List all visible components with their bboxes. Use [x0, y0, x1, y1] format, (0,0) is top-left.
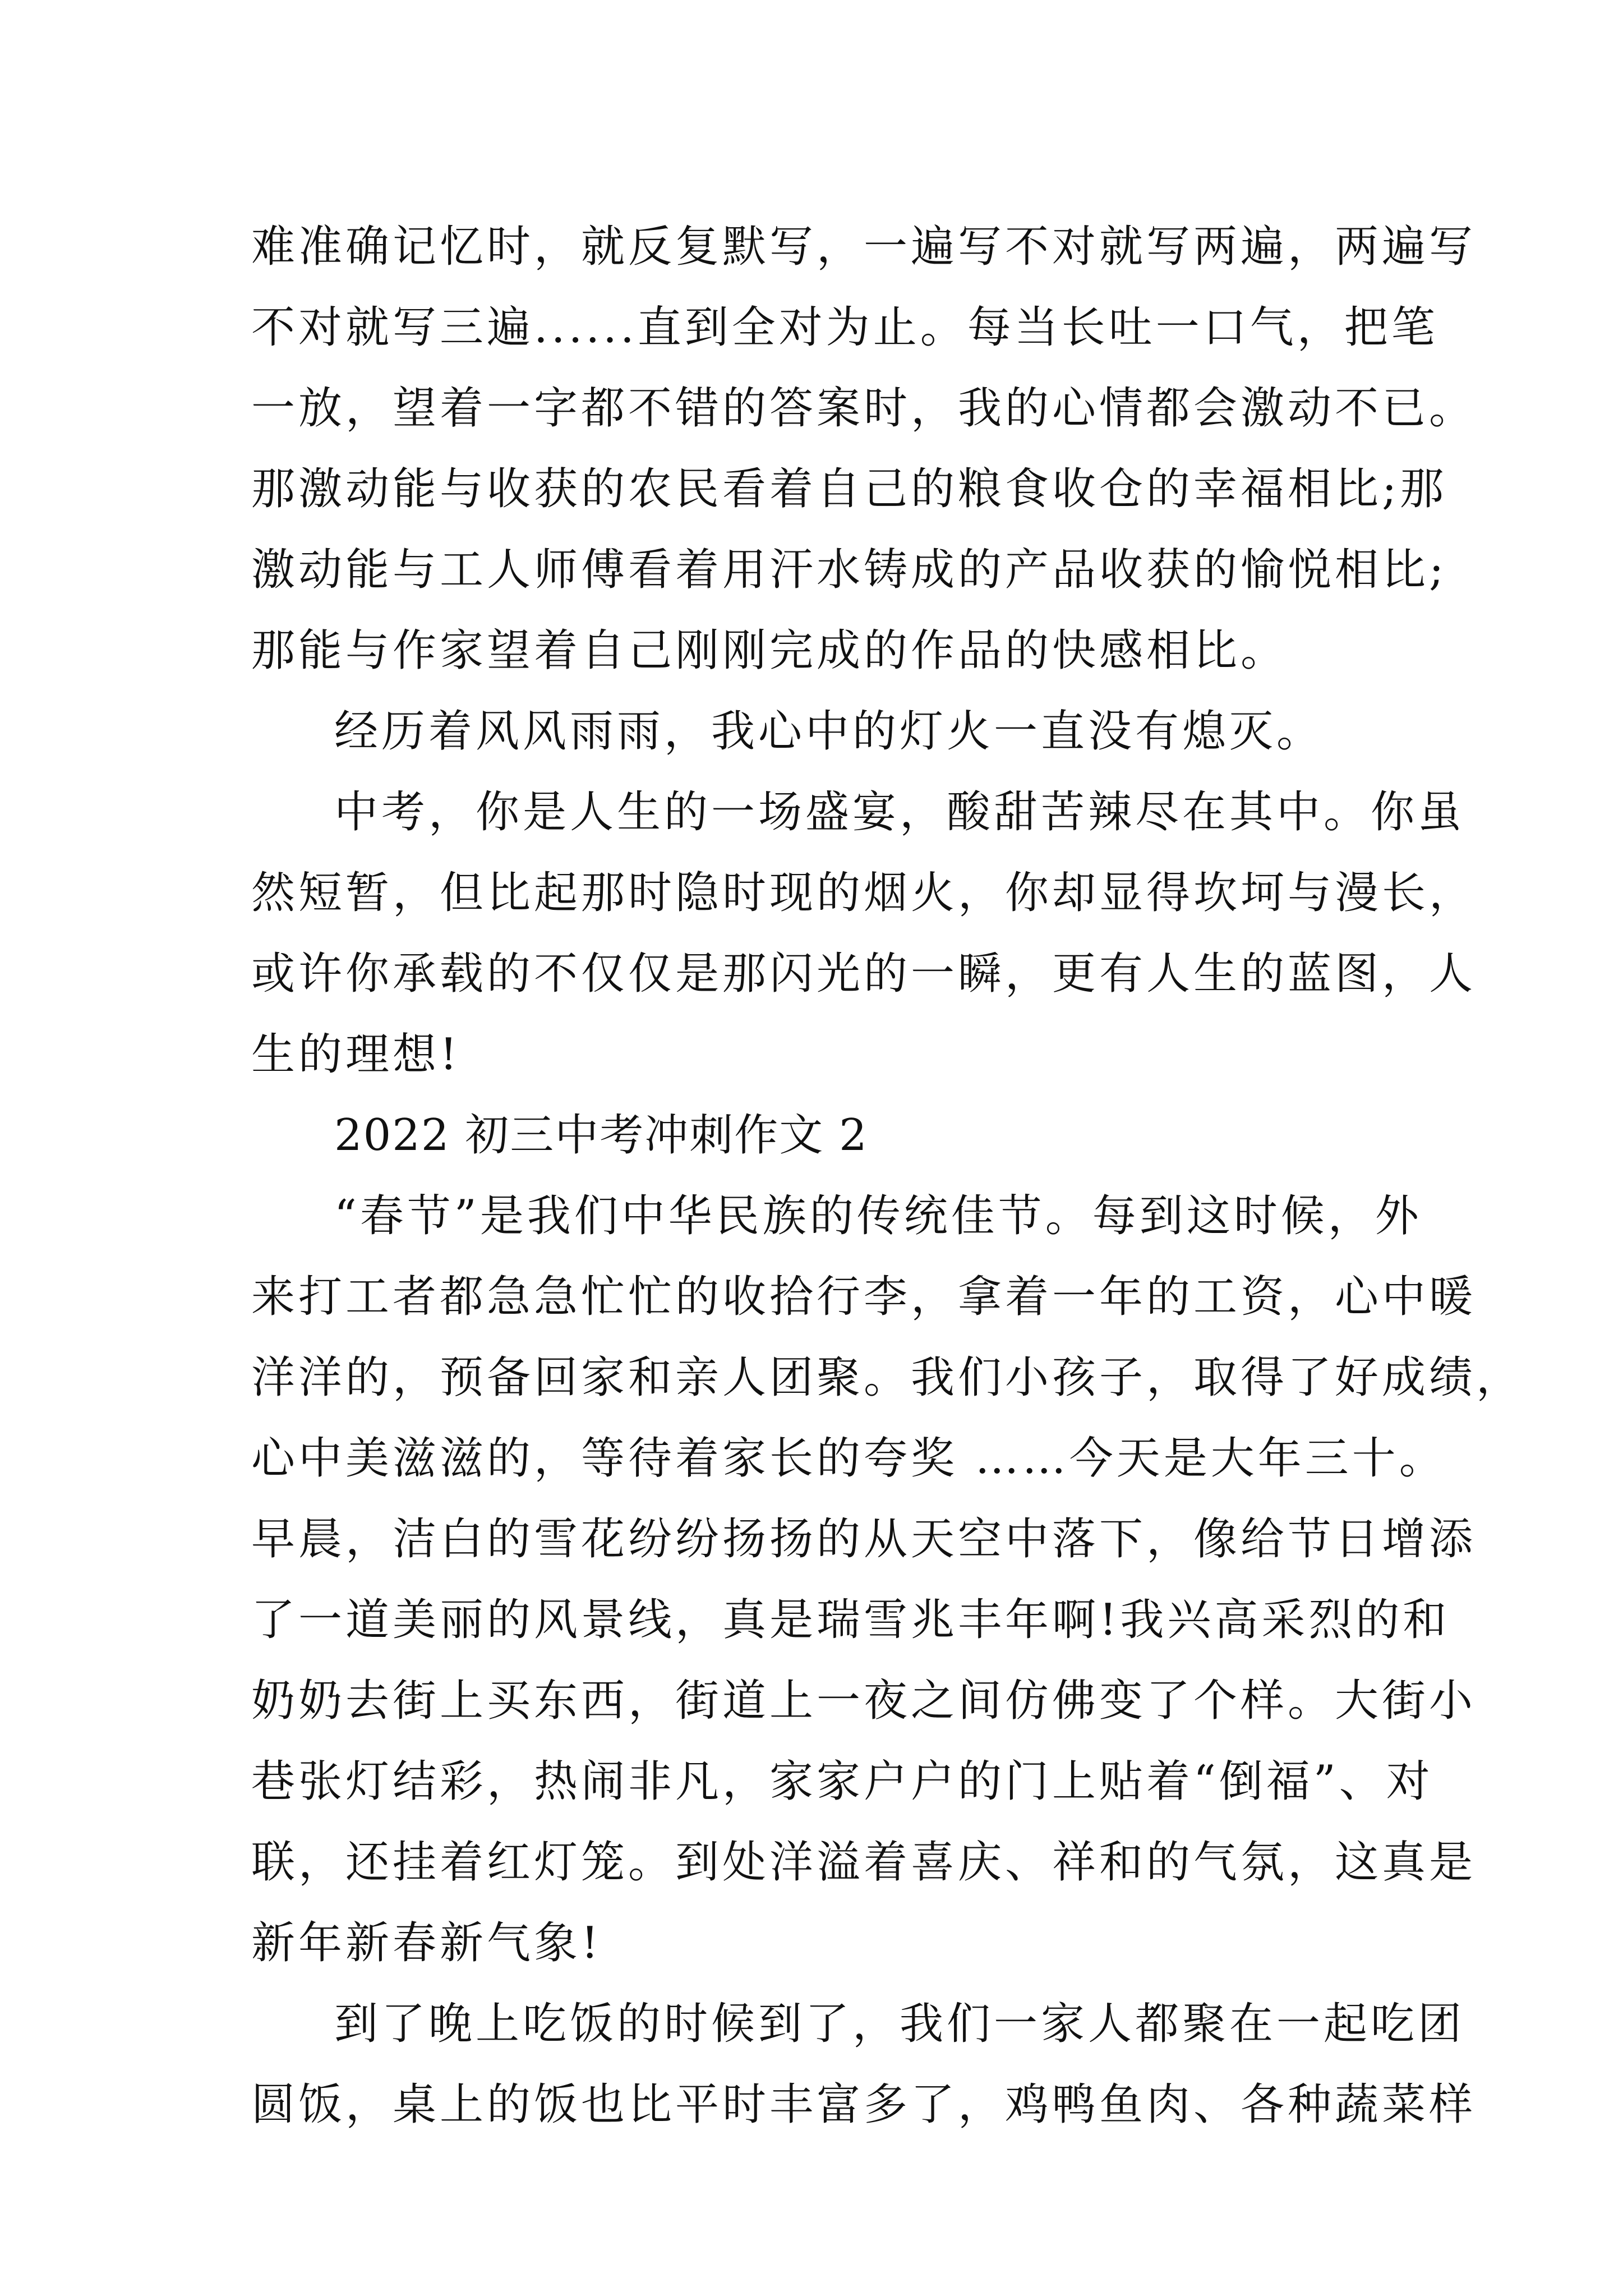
paragraph-start-line: 中考，你是人生的一场盛宴，酸甜苦辣尽在其中。你虽 — [334, 787, 1465, 838]
text-line: 早晨，洁白的雪花纷纷扬扬的从天空中落下，像给节日增添 — [251, 1514, 1477, 1565]
text-line: 新年新春新气象! — [251, 1918, 602, 1968]
text-line: 联，还挂着红灯笼。到处洋溢着喜庆、祥和的气氛，这真是 — [251, 1837, 1477, 1888]
text-line: 激动能与工人师傅看着用汗水铸成的产品收获的愉悦相比; — [251, 545, 1447, 595]
text-line: 一放，望着一字都不错的答案时，我的心情都会激动不已。 — [251, 383, 1477, 434]
text-line: 那激动能与收获的农民看着自己的粮食收仓的幸福相比;那 — [251, 464, 1447, 514]
text-line: 圆饭，桌上的饭也比平时丰富多了，鸡鸭鱼肉、各种蔬菜样 — [251, 2079, 1477, 2130]
text-line: 难准确记忆时，就反复默写，一遍写不对就写两遍，两遍写 — [251, 222, 1477, 272]
text-line: 洋洋的，预备回家和亲人团聚。我们小孩子，取得了好成绩， — [251, 1352, 1524, 1403]
paragraph-start-line: “春节”是我们中华民族的传统佳节。每到这时候，外 — [334, 1191, 1422, 1241]
text-line: 了一道美丽的风景线，真是瑞雪兆丰年啊!我兴高采烈的和 — [251, 1595, 1450, 1645]
text-line: 那能与作家望着自己刚刚完成的作品的快感相比。 — [251, 625, 1288, 676]
text-line: 奶奶去街上买东西，街道上一夜之间仿佛变了个样。大街小 — [251, 1676, 1477, 1726]
text-line: 生的理想! — [251, 1029, 461, 1080]
text-line: 心中美滋滋的，等待着家长的夸奖 ……今天是大年三十。 — [251, 1433, 1446, 1484]
paragraph-start-line: 经历着风风雨雨，我心中的灯火一直没有熄灭。 — [334, 706, 1324, 757]
text-line: 然短暂，但比起那时隐时现的烟火，你却显得坎坷与漫长， — [251, 868, 1477, 918]
text-line: 或许你承载的不仅仅是那闪光的一瞬，更有人生的蓝图，人 — [251, 949, 1477, 999]
text-line: 巷张灯结彩，热闹非凡，家家户户的门上贴着“倒福”、对 — [251, 1756, 1433, 1807]
section-heading: 2022 初三中考冲刺作文 2 — [334, 1110, 868, 1161]
text-line: 不对就写三遍......直到全对为止。每当长吐一口气，把笔 — [251, 302, 1438, 353]
paragraph-start-line: 到了晚上吃饭的时候到了，我们一家人都聚在一起吃团 — [334, 1999, 1465, 2049]
text-line: 来打工者都急急忙忙的收拾行李，拿着一年的工资，心中暖 — [251, 1272, 1477, 1322]
